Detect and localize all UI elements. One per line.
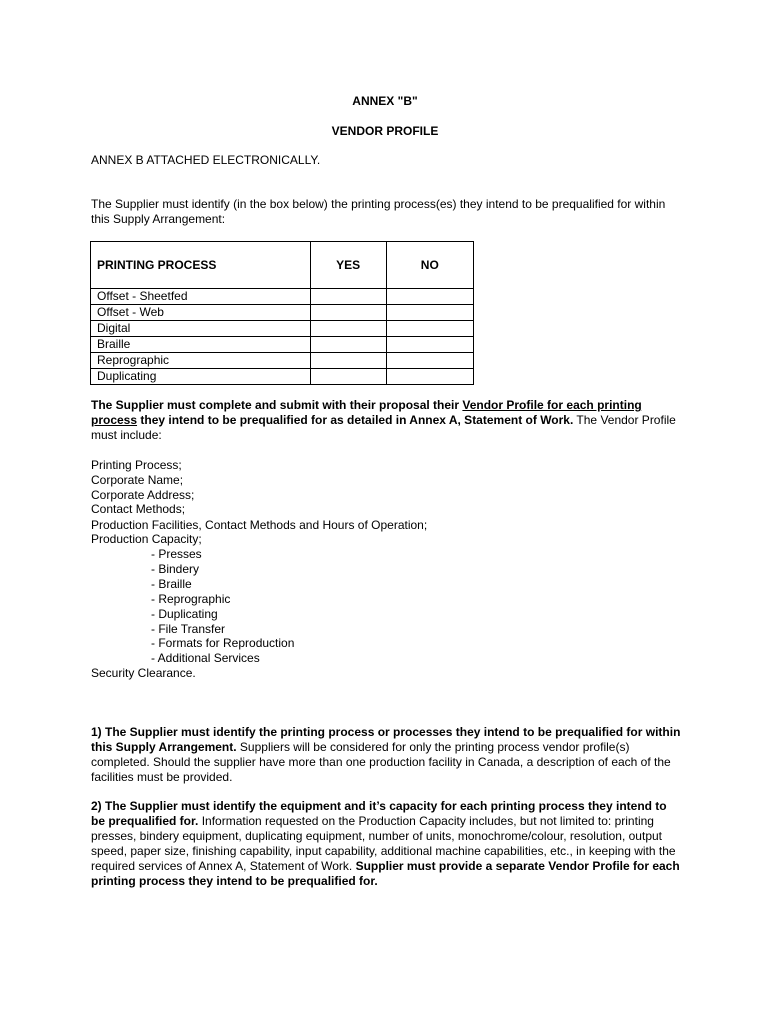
- process-name: Digital: [91, 321, 311, 337]
- yes-cell[interactable]: [310, 289, 386, 305]
- profile-bold-a: The Supplier must complete and submit with their proposal their: [91, 398, 463, 412]
- no-cell[interactable]: [386, 337, 473, 353]
- yes-cell[interactable]: [310, 337, 386, 353]
- list-item: Production Facilities, Contact Methods and Hours of Operation;: [91, 518, 428, 532]
- no-cell[interactable]: [386, 305, 473, 321]
- capacity-item: - Presses: [151, 547, 202, 561]
- point-1-paragraph: [91, 725, 681, 785]
- point-2-normal: Information requested on the Production Capacity includes, but not limited to: printing presses, bindery equipment, duplicating equipment, number of units, monochrome/colour, resolution, output speed, paper size, finishing capability, input capability, additional machine capabilities, etc., in keeping with the required services of Annex A, Statement of Work.: [91, 814, 676, 873]
- list-item: Contact Methods;: [91, 502, 186, 516]
- yes-cell[interactable]: [310, 321, 386, 337]
- point-1-normal: Suppliers will be considered for only the printing process vendor profile(s) completed. Should the supplier have more than one production facility in Canada, a description of each of the facilities must be provided.: [91, 740, 671, 784]
- yes-cell[interactable]: [310, 353, 386, 369]
- capacity-item: - Additional Services: [151, 651, 260, 665]
- list-item: Printing Process;: [91, 458, 182, 472]
- capacity-item: - Bindery: [151, 562, 200, 576]
- printing-process-table: [90, 241, 474, 385]
- process-name: Braille: [91, 337, 311, 353]
- point-1-bold: 1) The Supplier must identify the printing process or processes they intend to be prequalified for within this Supply Arrangement.: [91, 725, 681, 754]
- no-cell[interactable]: [386, 321, 473, 337]
- point-2-bold-b: Supplier must provide a separate Vendor Profile for each printing process they intend to be prequalified for.: [91, 859, 680, 888]
- list-item: Production Capacity;: [91, 532, 202, 546]
- table-row: [91, 353, 474, 369]
- intro-paragraph: The Supplier must identify (in the box below) the printing process(es) they intend to be prequalified for within this Supply Arrangement:: [91, 197, 666, 226]
- table-row: [91, 337, 474, 353]
- process-name: Reprographic: [91, 353, 311, 369]
- process-name: Offset - Web: [91, 305, 311, 321]
- attached-note: ANNEX B ATTACHED ELECTRONICALLY.: [91, 153, 321, 167]
- table-row: [91, 289, 474, 305]
- process-name: Duplicating: [91, 369, 311, 385]
- point-2-bold-a: 2) The Supplier must identify the equipment and it’s capacity for each printing process they intend to be prequalified for.: [91, 799, 667, 828]
- table-header-row: [91, 242, 474, 289]
- capacity-item: - Reprographic: [151, 592, 231, 606]
- list-item: Corporate Name;: [91, 473, 184, 487]
- header-yes: YES: [310, 242, 386, 289]
- table-row: [91, 369, 474, 385]
- header-no: NO: [386, 242, 473, 289]
- yes-cell[interactable]: [310, 305, 386, 321]
- capacity-item: - File Transfer: [151, 622, 226, 636]
- list-item: Corporate Address;: [91, 488, 195, 502]
- process-name: Offset - Sheetfed: [91, 289, 311, 305]
- table-row: [91, 305, 474, 321]
- annex-heading: ANNEX "B": [352, 94, 418, 108]
- profile-normal: The Vendor Profile must include:: [91, 413, 676, 442]
- profile-bold-underline: Vendor Profile for each printing process: [91, 398, 642, 427]
- table-row: [91, 321, 474, 337]
- capacity-item: - Duplicating: [151, 607, 218, 621]
- no-cell[interactable]: [386, 353, 473, 369]
- no-cell[interactable]: [386, 369, 473, 385]
- security-clearance: Security Clearance.: [91, 666, 196, 680]
- capacity-item: - Braille: [151, 577, 192, 591]
- page-title: VENDOR PROFILE: [331, 124, 439, 138]
- capacity-item: - Formats for Reproduction: [151, 636, 295, 650]
- vendor-profile-paragraph: [91, 398, 681, 443]
- profile-bold-b: they intend to be prequalified for as detailed in Annex A, Statement of Work.: [137, 413, 574, 427]
- point-2-paragraph: [91, 799, 683, 889]
- no-cell[interactable]: [386, 289, 473, 305]
- yes-cell[interactable]: [310, 369, 386, 385]
- header-printing-process: PRINTING PROCESS: [91, 242, 311, 289]
